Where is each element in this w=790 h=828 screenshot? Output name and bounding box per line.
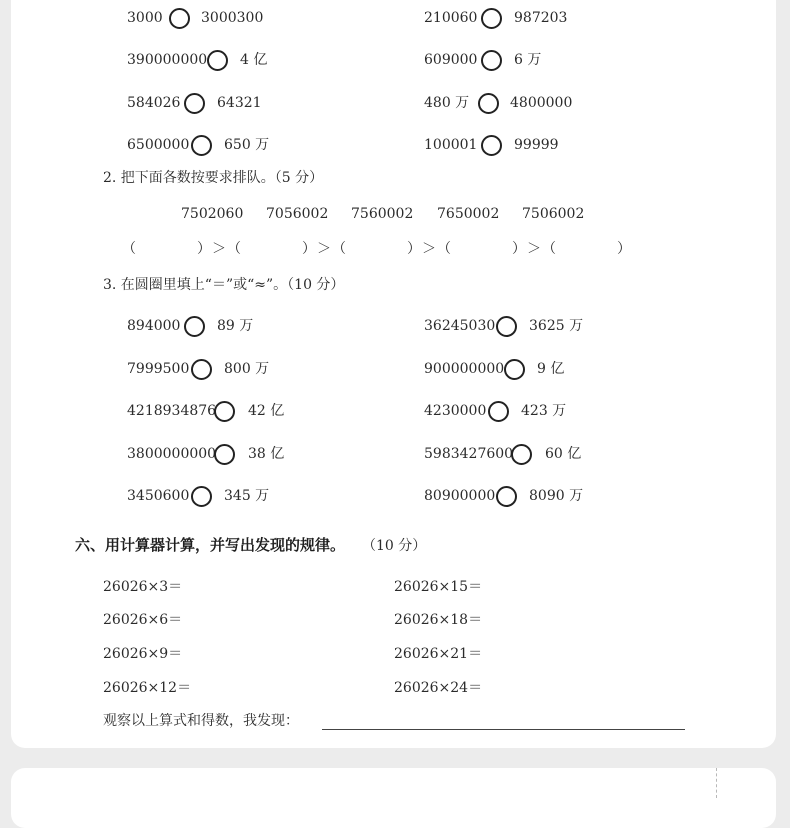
answer-circle[interactable] — [169, 8, 190, 29]
calc-expression[interactable]: 26026×18＝ — [394, 612, 483, 628]
compare-right-a: 36245030 — [424, 318, 496, 334]
compare-right-a: 900000000 — [424, 361, 505, 377]
answer-circle[interactable] — [191, 359, 212, 380]
compare-left-b: 345 万 — [224, 488, 270, 504]
calc-expression[interactable]: 26026×15＝ — [394, 579, 483, 595]
answer-circle[interactable] — [496, 486, 517, 507]
q2-title: 2. 把下面各数按要求排队。（5 分） — [103, 170, 324, 186]
compare-right-a: 480 万 — [424, 95, 470, 111]
section6-title: 六、用计算器计算，并写出发现的规律。 — [75, 536, 346, 554]
sort-number: 7056002 — [266, 206, 329, 222]
compare-left-b: 650 万 — [224, 137, 270, 153]
compare-right-b: 4800000 — [510, 95, 573, 111]
answer-circle[interactable] — [511, 444, 532, 465]
sort-number: 7506002 — [522, 206, 585, 222]
compare-right-b: 987203 — [514, 10, 568, 26]
compare-left-a: 4218934876 — [127, 403, 217, 419]
answer-circle[interactable] — [214, 401, 235, 422]
calc-expression[interactable]: 26026×6＝ — [103, 612, 183, 628]
compare-left-a: 584026 — [127, 95, 181, 111]
compare-left-a: 894000 — [127, 318, 181, 334]
calc-expression[interactable]: 26026×12＝ — [103, 680, 192, 696]
calc-expression[interactable]: 26026×9＝ — [103, 646, 183, 662]
answer-circle[interactable] — [207, 50, 228, 71]
compare-left-b: 89 万 — [217, 318, 254, 334]
calc-expression[interactable]: 26026×24＝ — [394, 680, 483, 696]
sort-number: 7502060 — [181, 206, 244, 222]
sort-number: 7650002 — [437, 206, 500, 222]
calc-expression[interactable]: 26026×3＝ — [103, 579, 183, 595]
compare-right-b: 3625 万 — [529, 318, 584, 334]
compare-right-a: 609000 — [424, 52, 478, 68]
answer-circle[interactable] — [481, 50, 502, 71]
compare-right-a: 100001 — [424, 137, 478, 153]
observe-prompt: 观察以上算式和得数，我发现： — [103, 713, 299, 729]
worksheet-page — [11, 0, 776, 748]
compare-right-b: 99999 — [514, 137, 559, 153]
compare-right-a: 5983427600 — [424, 446, 514, 462]
answer-circle[interactable] — [488, 401, 509, 422]
compare-right-a: 80900000 — [424, 488, 496, 504]
compare-right-b: 8090 万 — [529, 488, 584, 504]
compare-left-a: 390000000 — [127, 52, 208, 68]
answer-line[interactable] — [322, 729, 685, 730]
compare-left-b: 4 亿 — [240, 52, 268, 68]
answer-circle[interactable] — [481, 8, 502, 29]
calc-expression[interactable]: 26026×21＝ — [394, 646, 483, 662]
answer-circle[interactable] — [478, 93, 499, 114]
sort-number: 7560002 — [351, 206, 414, 222]
answer-circle[interactable] — [481, 135, 502, 156]
compare-right-b: 60 亿 — [545, 446, 582, 462]
compare-right-b: 9 亿 — [537, 361, 565, 377]
compare-left-a: 3000 — [127, 10, 163, 26]
compare-right-b: 6 万 — [514, 52, 542, 68]
answer-circle[interactable] — [496, 316, 517, 337]
compare-left-a: 3800000000 — [127, 446, 217, 462]
order-blanks[interactable]: （ ）＞（ ）＞（ ）＞（ ）＞（ ） — [122, 241, 632, 257]
compare-left-b: 800 万 — [224, 361, 270, 377]
q3-title: 3. 在圆圈里填上“＝”或“≈”。（10 分） — [103, 277, 345, 293]
section6-score: （10 分） — [362, 538, 427, 554]
compare-left-a: 7999500 — [127, 361, 190, 377]
answer-circle[interactable] — [184, 316, 205, 337]
compare-right-a: 210060 — [424, 10, 478, 26]
compare-left-b: 42 亿 — [248, 403, 285, 419]
compare-left-b: 38 亿 — [248, 446, 285, 462]
answer-circle[interactable] — [191, 486, 212, 507]
dashed-divider — [716, 768, 717, 798]
compare-left-b: 64321 — [217, 95, 262, 111]
compare-right-b: 423 万 — [521, 403, 567, 419]
answer-circle[interactable] — [191, 135, 212, 156]
answer-circle[interactable] — [504, 359, 525, 380]
answer-circle[interactable] — [214, 444, 235, 465]
compare-left-a: 6500000 — [127, 137, 190, 153]
compare-left-a: 3450600 — [127, 488, 190, 504]
next-worksheet-page — [11, 768, 776, 828]
compare-right-a: 4230000 — [424, 403, 487, 419]
compare-left-b: 3000300 — [201, 10, 264, 26]
answer-circle[interactable] — [184, 93, 205, 114]
